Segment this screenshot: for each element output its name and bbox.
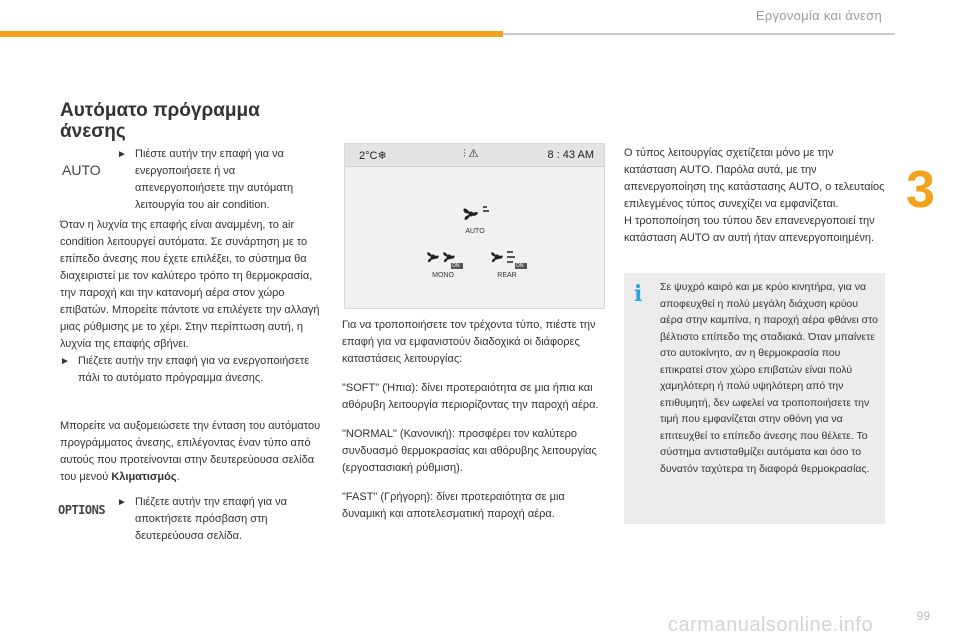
watermark: carmanualsonline.info bbox=[668, 614, 874, 636]
outside-temperature: 2°C❄ bbox=[359, 150, 387, 162]
mono-caption: MONO bbox=[432, 272, 454, 279]
paragraph: Η τροποποίηση του τύπου δεν επανενεργοποιεί την κατάσταση AUTO αν αυτή ήταν απενεργοποιημένη. bbox=[624, 215, 875, 244]
menu-name: Κλιματισμός bbox=[111, 471, 177, 483]
screen-status-bar bbox=[345, 144, 604, 167]
paragraph: Όταν η λυχνία της επαφής είναι αναμμένη, το air condition λειτουργεί αυτόματα. Σε συνάρτηση με το επίπεδο άνεσης που έχετε επιλέξει, το σύστημα θα διαχειριστεί με τον καλύτερο τρόπο τη θερμοκρασία, την παροχή και την κατανομή αέρα στον χώρο επιβατών. Μπορείτε πάντοτε να επιλέγετε την αλλαγή μιας ρύθμισης με το χέρι. Στην περίπτωση αυτή, η λυχνία της επαφής σβήνει. bbox=[60, 219, 320, 350]
clock: 8 : 43 AM bbox=[547, 149, 594, 161]
normal-mode-text: "NORMAL" (Κανονική): προσφέρει τον καλύτερο συνδυασμό θερμοκρασίας και αθόρυβης λειτουργίας (εργοστασιακή ρύθμιση). bbox=[342, 428, 597, 474]
mode-notes bbox=[624, 145, 886, 247]
airflow-icon bbox=[421, 245, 465, 271]
soft-mode-text: "SOFT" (Ήπια): δίνει προτεραιότητα σε μια ήπια και αθόρυβη λειτουργία περιορίζοντας την παροχή αέρα. bbox=[342, 382, 599, 411]
auto-climate-button[interactable] bbox=[449, 201, 501, 235]
bullet-text: Πιέζετε αυτήν την επαφή για να αποκτήσετε πρόσβαση στη δευτερεύουσα σελίδα. bbox=[135, 496, 287, 542]
intensity-paragraph bbox=[60, 418, 322, 486]
info-text: Σε ψυχρό καιρό και με κρύο κινητήρα, για να αποφευχθεί η πολύ μεγάλη διάχυση κρύου αέρα στην καμπίνα, η παροχή αέρα φθάνει στο βέλτιστο επίπεδο της σταδιακά. Όταν μπαίνετε στο αυτοκίνητο, αν η θερμοκρασία που επικρατεί στον χώρο επιβατών είναι πολύ χαμηλότερη ή πολύ υψηλότερη από την επιθυμητή, δεν ωφελεί να τροποποιήσετε την τιμή που εμφανίζεται στην οθόνη για να επιτευχθεί το επίπεδο άνεσης που θέλετε. Το σύστημα αντισταθμίζει αυτόματα και όσο το δυνατόν ταχύτερα τη διαφορά θερμοκρασίας. bbox=[660, 281, 878, 475]
page-number: 99 bbox=[916, 609, 930, 623]
fast-mode-text: "FAST" (Γρήγορη): δίνει προτεραιότητα σε μια δυναμική και αποτελεσματική παροχή αέρα. bbox=[342, 491, 565, 520]
mono-on-badge: ON bbox=[452, 263, 460, 269]
options-button-label: OPTIONS bbox=[58, 503, 106, 517]
section-title: Εργονομία και άνεση bbox=[755, 8, 882, 23]
page-title: Αυτόματο πρόγραμμα άνεσης bbox=[60, 100, 260, 142]
bullet-arrow-icon: ► bbox=[117, 497, 127, 508]
options-instructions bbox=[117, 494, 317, 545]
bullet-arrow-icon: ► bbox=[60, 356, 70, 367]
info-icon: i bbox=[634, 281, 643, 307]
info-box bbox=[624, 273, 885, 524]
auto-description bbox=[60, 217, 320, 387]
rear-airflow-icon bbox=[485, 245, 529, 271]
paragraph: Για να τροποποιήσετε τον τρέχοντα τύπο, πιέστε την επαφή για να εμφανιστούν διαδοχικά οι διάφορες καταστάσεις λειτουργίας: bbox=[342, 319, 596, 365]
mode-descriptions bbox=[342, 317, 604, 535]
header-accent-bar bbox=[0, 31, 503, 37]
bullet-text: Πιέζετε αυτήν την επαφή για να ενεργοποιήσετε πάλι το αυτόματο πρόγραμμα άνεσης. bbox=[78, 355, 310, 384]
touchscreen-illustration bbox=[344, 143, 605, 309]
paragraph-text: Μπορείτε να αυξομειώσετε την ένταση του αυτόματου προγράμματος άνεσης, επιλέγοντας έναν τύπο από αυτούς που προτείνονται στην δευτερεύουσα σελίδα του μενού bbox=[60, 420, 321, 483]
rear-caption: REAR bbox=[497, 272, 517, 279]
auto-caption: AUTO bbox=[465, 228, 485, 235]
rear-on-badge: ON bbox=[516, 263, 524, 269]
rear-button[interactable] bbox=[481, 245, 533, 279]
chapter-number: 3 bbox=[906, 161, 935, 219]
status-indicators: ⫶ ⚠ bbox=[463, 148, 479, 160]
bullet-text: Πιέστε αυτήν την επαφή για να ενεργοποιήσετε ή να απενεργοποιήσετε την αυτόματη λειτουργία του air condition. bbox=[135, 148, 294, 211]
mono-button[interactable] bbox=[417, 245, 469, 279]
bullet-arrow-icon: ► bbox=[117, 149, 127, 160]
fan-icon bbox=[453, 201, 497, 227]
auto-button-label: AUTO bbox=[62, 162, 101, 178]
header-rule bbox=[503, 33, 895, 35]
paragraph-end: . bbox=[176, 471, 180, 483]
auto-instructions bbox=[117, 146, 317, 214]
paragraph: Ο τύπος λειτουργίας σχετίζεται μόνο με την κατάσταση AUTO. Παρόλα αυτά, με την απενεργοποίηση της κατάστασης AUTO, ο τελευταίος επιλεγμένος τύπος συνεχίζει να εμφανίζεται. bbox=[624, 147, 885, 210]
